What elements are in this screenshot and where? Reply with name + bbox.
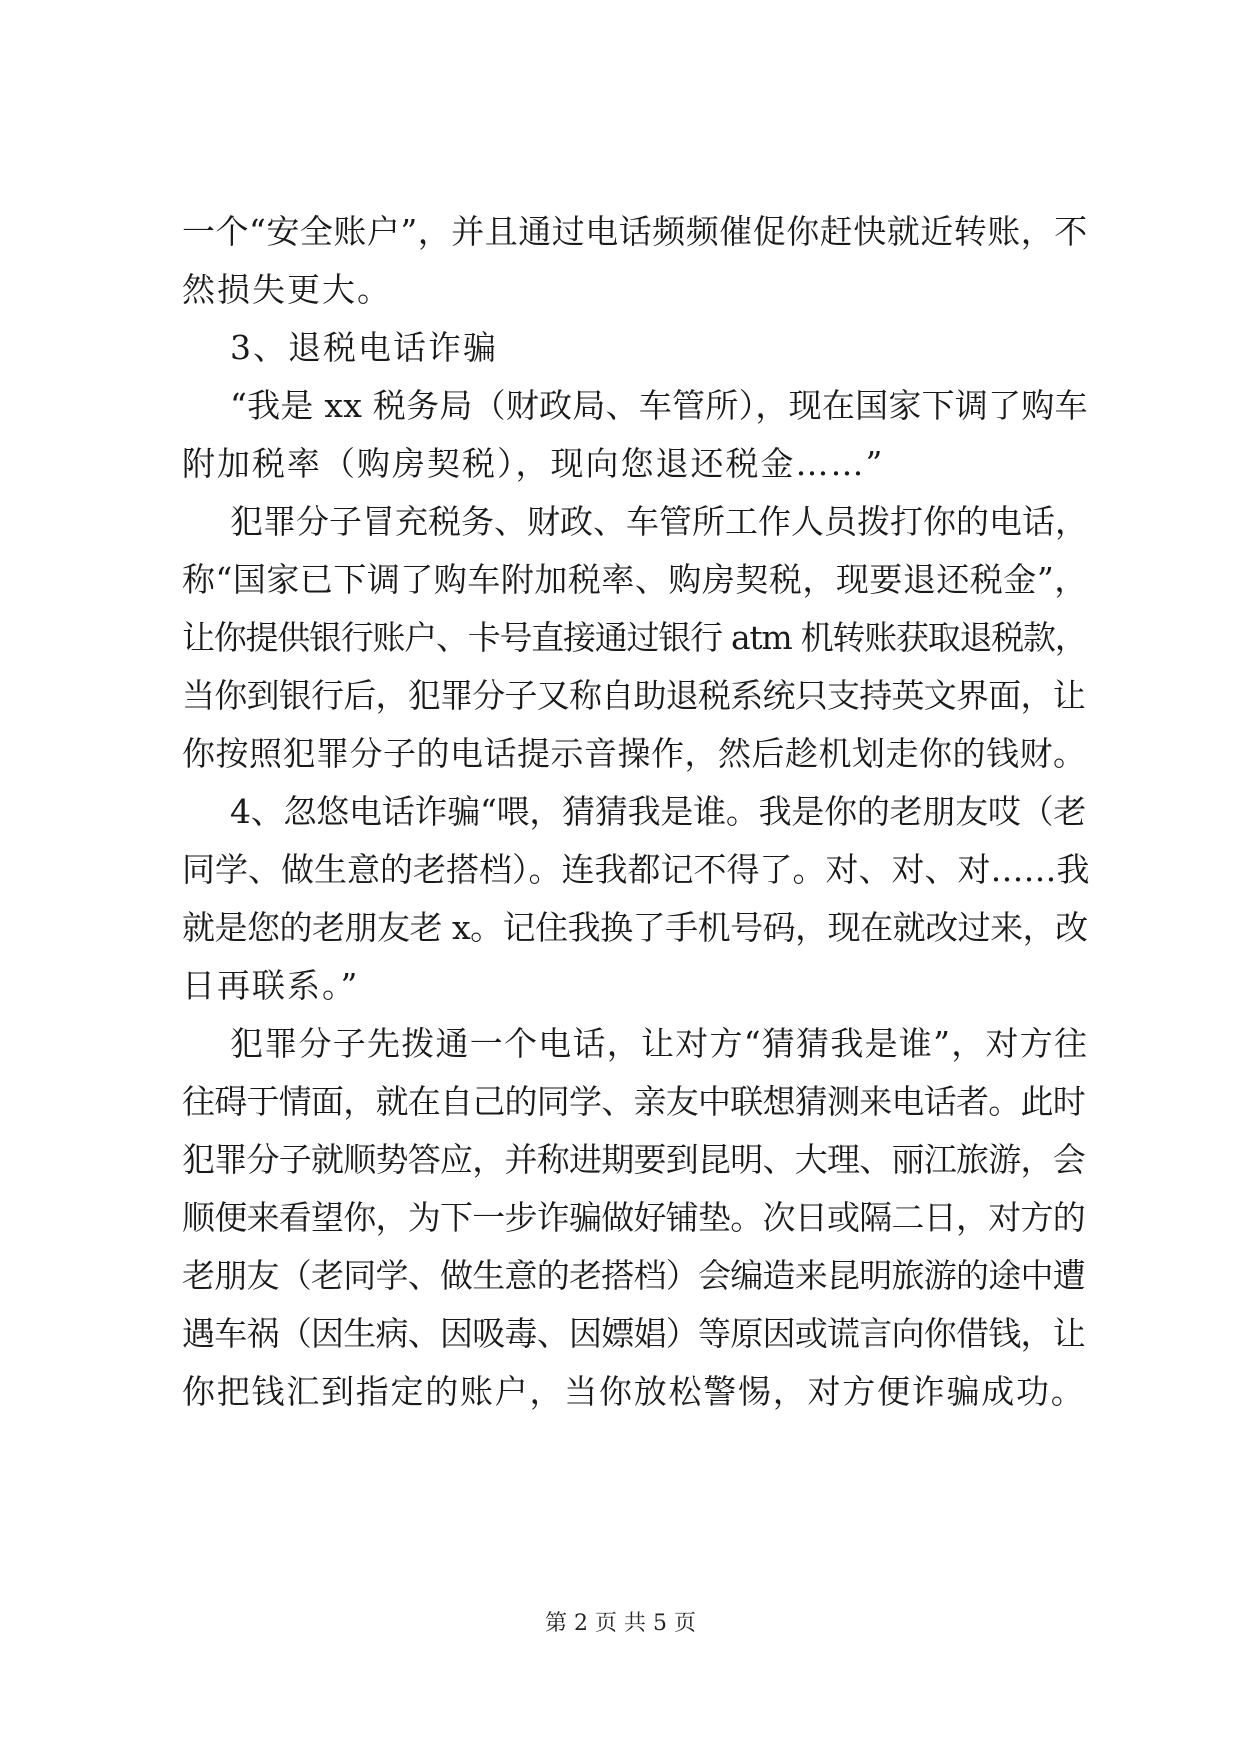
text-line: 犯罪分子先拨通一个电话，让对方“猜猜我是谁”，对方往 bbox=[230, 1024, 1089, 1063]
text-line: 顺便来看望你，为下一步诈骗做好铺垫。次日或隔二日，对方的 bbox=[182, 1198, 1085, 1237]
section-heading: 4、忽悠电话诈骗“喂，猜猜我是谁。我是你的老朋友哎（老 bbox=[230, 792, 1087, 831]
text-line: 让你提供银行账户、卡号直接通过银行 atm 机转账获取退税款， bbox=[182, 618, 1087, 657]
text-line: 犯罪分子冒充税务、财政、车管所工作人员拨打你的电话， bbox=[230, 502, 1088, 541]
text-line: 称“国家已下调了购车附加税率、购房契税，现要退还税金”， bbox=[182, 560, 1088, 599]
text-line: 往碍于情面，就在自己的同学、亲友中联想猜测来电话者。此时 bbox=[182, 1082, 1085, 1121]
text-line: 一个“安全账户”，并且通过电话频频催促你赶快就近转账，不 bbox=[182, 212, 1088, 251]
section-heading: 3、退税电话诈骗 bbox=[230, 328, 498, 367]
text-line: “我是 xx 税务局（财政局、车管所），现在国家下调了购车 bbox=[230, 386, 1088, 425]
page-number: 第 2 页 共 5 页 bbox=[545, 1611, 696, 1636]
text-line: 同学、做生意的老搭档）。连我都记不得了。对、对、对……我 bbox=[182, 850, 1090, 889]
text-line: 然损失更大。 bbox=[182, 270, 392, 309]
text-line: 当你到银行后，犯罪分子又称自助退税系统只支持英文界面，让 bbox=[182, 676, 1085, 715]
text-line: 老朋友（老同学、做生意的老搭档）会编造来昆明旅游的途中遭 bbox=[182, 1256, 1085, 1295]
text-line: 日再联系。” bbox=[182, 966, 360, 1005]
text-line: 就是您的老朋友老 x。记住我换了手机号码，现在就改过来，改 bbox=[182, 908, 1088, 947]
text-line: 犯罪分子就顺势答应，并称进期要到昆明、大理、丽江旅游，会 bbox=[182, 1140, 1085, 1179]
text-line: 遇车祸（因生病、因吸毒、因嫖娼）等原因或谎言向你借钱，让 bbox=[182, 1314, 1085, 1353]
text-line: 你按照犯罪分子的电话提示音操作，然后趁机划走你的钱财。 bbox=[182, 734, 1087, 773]
text-line: 附加税率（购房契税），现向您退还税金……” bbox=[182, 444, 885, 483]
text-line: 你把钱汇到指定的账户，当你放松警惕，对方便诈骗成功。 bbox=[182, 1372, 1086, 1411]
